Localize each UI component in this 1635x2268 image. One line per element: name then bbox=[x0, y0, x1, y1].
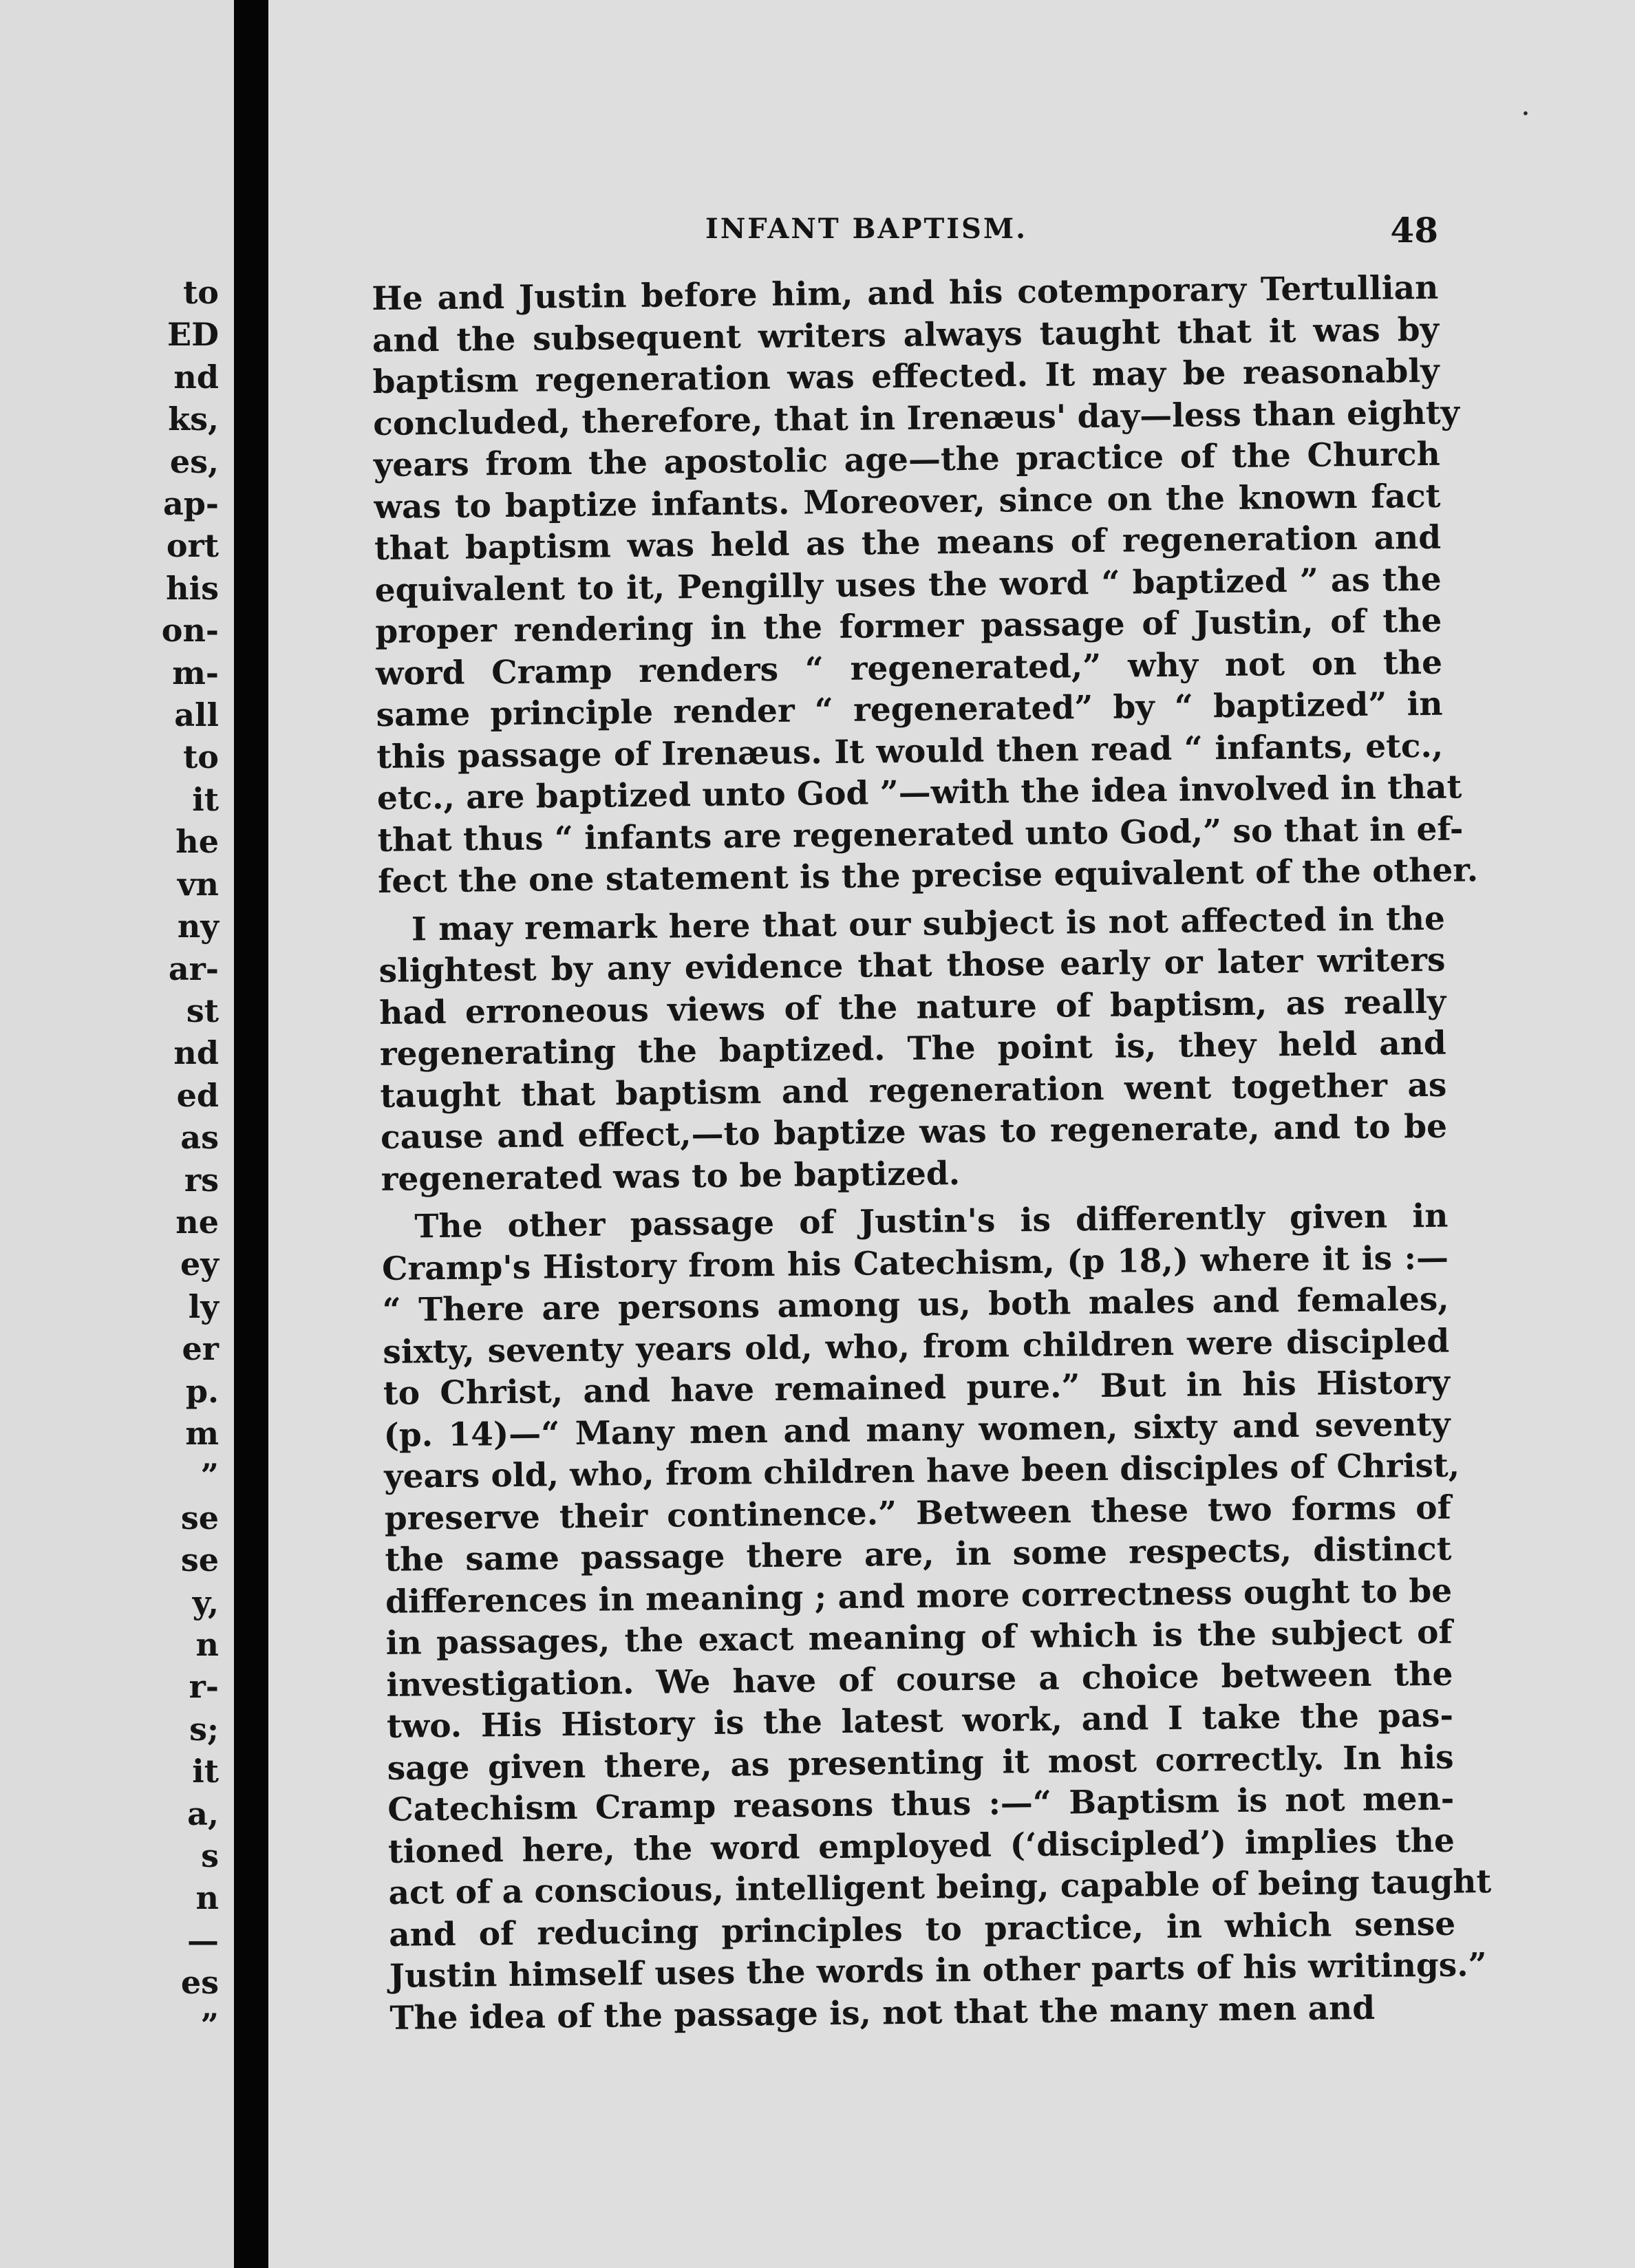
text-line: sixty, seventy years old, who, from children were discipled bbox=[383, 1322, 1450, 1371]
page-header bbox=[382, 210, 1438, 258]
text-line: equivalent to it, Pengilly uses the word “ baptized ” as the bbox=[374, 560, 1442, 610]
facing-page-fragment: on- bbox=[161, 612, 219, 650]
facing-page-fragment: ks, bbox=[168, 400, 219, 438]
text-line: differences in meaning ; and more correctness ought to be bbox=[385, 1572, 1453, 1621]
facing-page-fragment: a, bbox=[187, 1795, 219, 1832]
text-line: preserve their continence.” Between these two forms of bbox=[384, 1488, 1452, 1538]
text-line: to Christ, and have remained pure.” But in his History bbox=[383, 1363, 1451, 1413]
text-line: word Cramp renders “ regenerated,” why not on the bbox=[375, 643, 1443, 693]
facing-page-fragment: as bbox=[180, 1119, 219, 1157]
facing-page-fragment: it bbox=[192, 1753, 219, 1790]
text-line: baptism regeneration was effected. It may be reasonably bbox=[372, 352, 1440, 401]
facing-page-fragment: all bbox=[174, 696, 219, 734]
paragraph bbox=[372, 268, 1479, 903]
text-line: fect the one statement is the precise equivalent of the other. bbox=[377, 851, 1479, 901]
facing-page-fragment: it bbox=[192, 780, 219, 818]
facing-page-fragment: m bbox=[185, 1414, 219, 1452]
running-title: INFANT BAPTISM. bbox=[705, 213, 1028, 245]
facing-page bbox=[0, 0, 234, 2268]
text-line: investigation. We have of course a choice between the bbox=[386, 1655, 1453, 1704]
text-line: the same passage there are, in some respects, distinct bbox=[385, 1530, 1452, 1579]
text-line: The idea of the passage is, not that the many men and bbox=[389, 1989, 1376, 2037]
text-line: He and Justin before him, and his cotemporary Tertullian bbox=[372, 268, 1439, 318]
text-line: two. His History is the latest work, and I take the pas- bbox=[386, 1696, 1454, 1746]
facing-page-fragment: n bbox=[195, 1626, 219, 1663]
facing-page-fragment: ort bbox=[166, 527, 219, 565]
text-line: years from the apostolic age—the practice of the Church bbox=[373, 435, 1441, 484]
facing-page-fragment: ar- bbox=[168, 950, 219, 987]
text-line: sage given there, as presenting it most correctly. In his bbox=[387, 1738, 1454, 1788]
facing-page-fragment: nd bbox=[173, 358, 219, 396]
text-line: and of reducing principles to practice, in which sense bbox=[388, 1905, 1456, 1954]
text-line: (p. 14)—“ Many men and many women, sixty and seventy bbox=[383, 1405, 1451, 1455]
facing-page-fragment: er bbox=[182, 1330, 219, 1368]
facing-page-fragment: s bbox=[201, 1837, 219, 1875]
text-line: I may remark here that our subject is not affected in the bbox=[411, 899, 1446, 948]
facing-page-fragment: y, bbox=[192, 1583, 219, 1621]
facing-page-fragment: ” bbox=[200, 1457, 219, 1495]
facing-page-fragment: rs bbox=[184, 1161, 219, 1199]
paragraph bbox=[381, 1196, 1492, 2040]
facing-page-fragment: s; bbox=[189, 1710, 219, 1748]
facing-page-fragment: he bbox=[175, 823, 219, 861]
text-line: had erroneous views of the nature of baptism, as really bbox=[378, 983, 1446, 1032]
facing-page-fragment: r- bbox=[189, 1668, 219, 1706]
facing-page-fragment: se bbox=[180, 1499, 219, 1537]
facing-page-text-fragments bbox=[162, 272, 219, 2046]
text-line: proper rendering in the former passage of Justin, of the bbox=[375, 601, 1442, 651]
facing-page-fragment: ED bbox=[167, 316, 219, 354]
facing-page-fragment: to bbox=[183, 738, 219, 776]
facing-page-fragment: his bbox=[166, 569, 219, 607]
text-line: Cramp's History from his Catechism, (p 18,) where it is :— bbox=[381, 1239, 1449, 1288]
text-line: this passage of Irenæus. It would then read “ infants, etc., bbox=[376, 727, 1444, 776]
text-line: The other passage of Justin's is differently given in bbox=[414, 1197, 1449, 1246]
facing-page-fragment: ed bbox=[176, 1076, 219, 1114]
facing-page-fragment: es bbox=[180, 1964, 219, 2002]
facing-page-fragment: n bbox=[195, 1879, 219, 1917]
paper-speck: · bbox=[1521, 96, 1530, 131]
facing-page-fragment: to bbox=[183, 274, 219, 311]
text-line: same principle render “ regenerated” by “ baptized” in bbox=[376, 685, 1443, 734]
text-line: Justin himself uses the words in other parts of his writings.” bbox=[389, 1946, 1487, 1996]
facing-page-fragment: es, bbox=[169, 442, 219, 480]
text-line: was to baptize infants. Moreover, since on the known fact bbox=[374, 477, 1441, 526]
facing-page-fragment: ny bbox=[177, 908, 219, 945]
facing-page-fragment: ne bbox=[175, 1203, 219, 1241]
text-line: and the subsequent writers always taught that it was by bbox=[372, 310, 1440, 360]
text-line: tioned here, the word employed (‘discipled’) implies the bbox=[387, 1821, 1455, 1871]
text-line: that baptism was held as the means of regeneration and bbox=[374, 518, 1442, 568]
facing-page-fragment: ly bbox=[188, 1287, 219, 1325]
text-line: regenerating the baptized. The point is, they held and bbox=[379, 1024, 1447, 1073]
facing-page-fragment: se bbox=[180, 1541, 219, 1579]
text-line: that thus “ infants are regenerated unto God,” so that in ef- bbox=[377, 809, 1464, 859]
text-line: cause and effect,—to baptize was to regenerate, and to be bbox=[380, 1107, 1448, 1157]
text-line: regenerated was to be baptized. bbox=[381, 1154, 961, 1199]
text-line: etc., are baptized unto God ”—with the idea involved in that bbox=[376, 768, 1462, 817]
text-line: years old, who, from children have been disciples of Christ, bbox=[383, 1446, 1460, 1496]
text-line: act of a conscious, intelligent being, capable of being taught bbox=[388, 1863, 1492, 1912]
facing-page-fragment: ap- bbox=[162, 485, 219, 523]
facing-page-fragment: — bbox=[187, 1921, 219, 1959]
text-line: concluded, therefore, that in Irenæus' day—less than eighty bbox=[372, 393, 1460, 443]
text-line: slightest by any evidence that those early or later writers bbox=[378, 941, 1446, 990]
paragraph bbox=[378, 898, 1448, 1201]
text-line: in passages, the exact meaning of which is the subject of bbox=[385, 1613, 1453, 1662]
book-gutter bbox=[234, 0, 268, 2268]
text-line: taught that baptism and regeneration went together as bbox=[380, 1066, 1447, 1115]
body-text bbox=[372, 268, 1492, 2046]
facing-page-fragment: ey bbox=[180, 1245, 219, 1283]
facing-page-fragment: ” bbox=[200, 2006, 219, 2044]
text-line: Catechism Cramp reasons thus :—“ Baptism is not men- bbox=[387, 1779, 1455, 1829]
facing-page-fragment: st bbox=[186, 992, 219, 1029]
facing-page-fragment: nd bbox=[173, 1034, 219, 1072]
text-line: “ There are persons among us, both males and females, bbox=[382, 1280, 1449, 1329]
page-number: 48 bbox=[1390, 210, 1438, 250]
facing-page-fragment: p. bbox=[185, 1372, 219, 1410]
facing-page-fragment: vn bbox=[177, 865, 219, 903]
facing-page-fragment: m- bbox=[172, 654, 219, 692]
